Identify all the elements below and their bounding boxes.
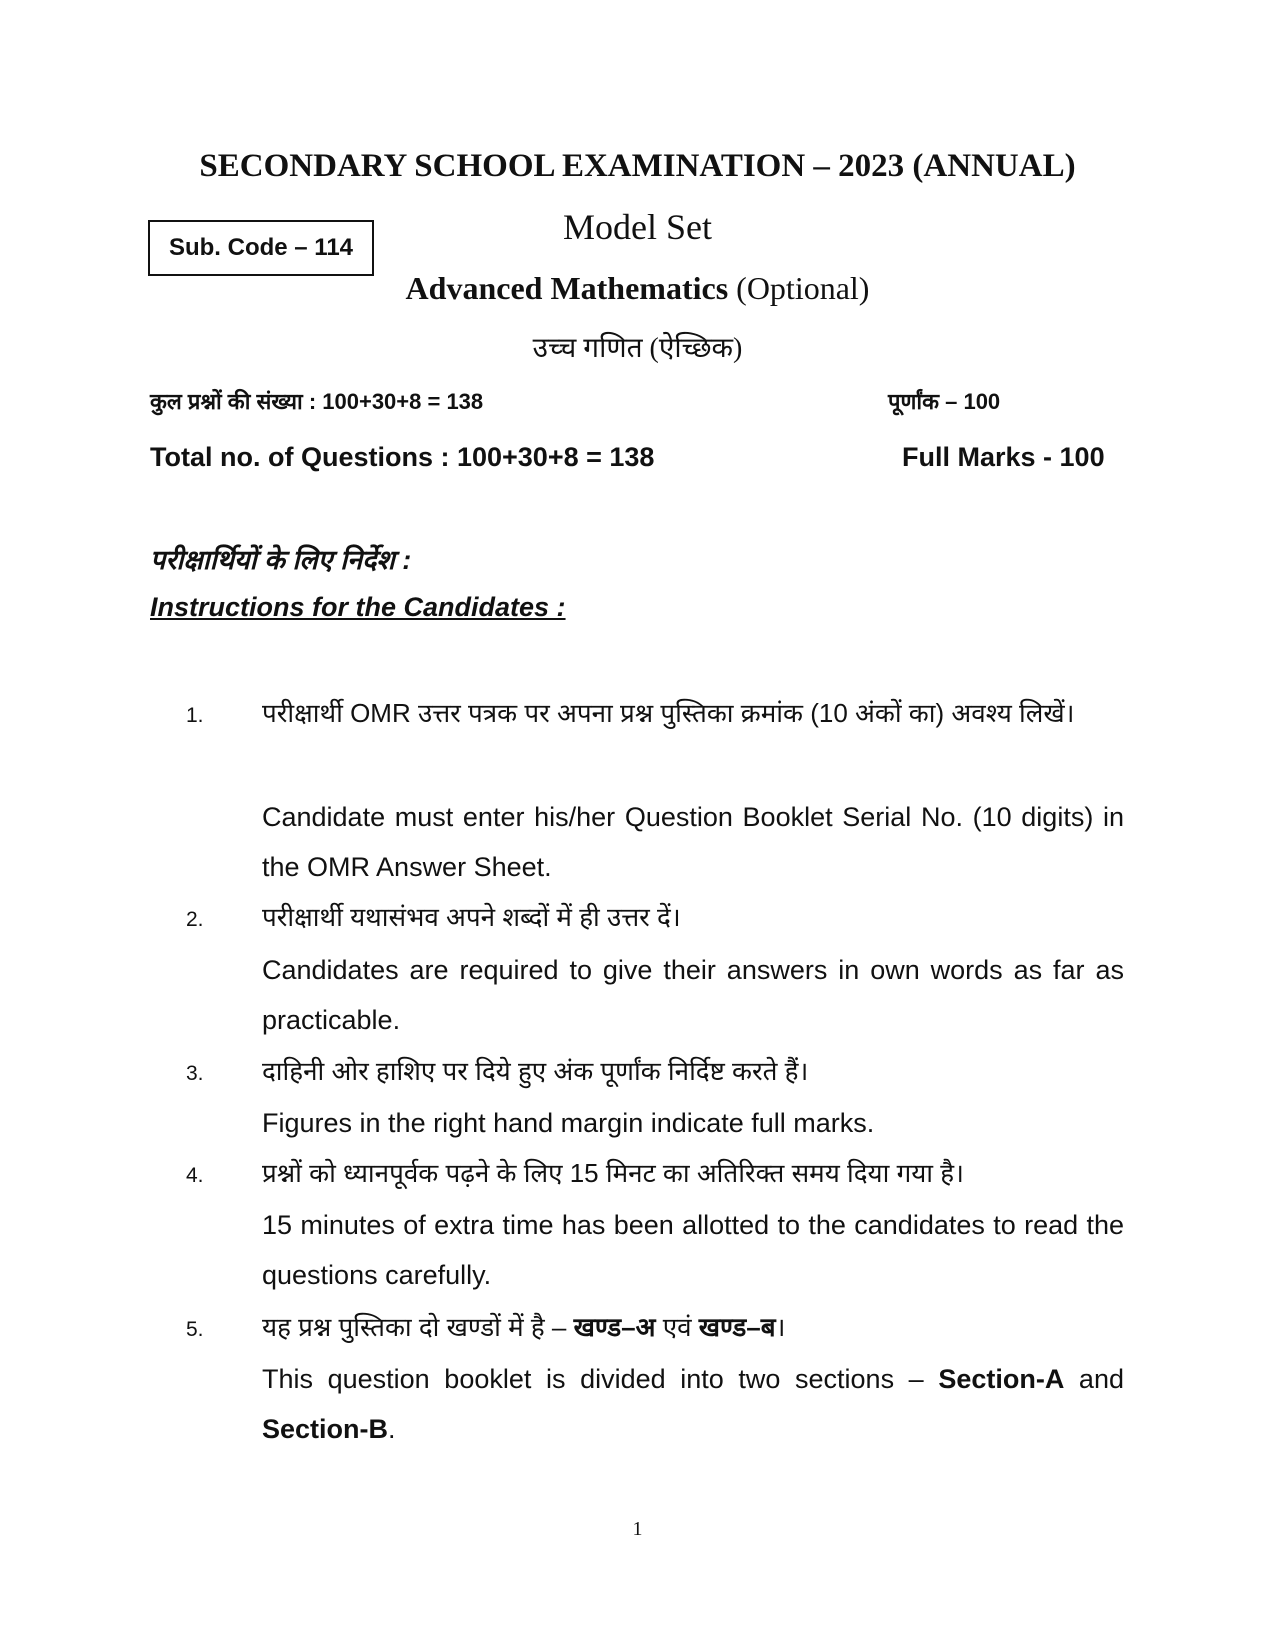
instruction-5-english-mid: and	[1064, 1364, 1124, 1394]
instruction-5-hindi-end: ।	[775, 1312, 786, 1342]
instruction-3-english: Figures in the right hand margin indicate full marks.	[262, 1108, 875, 1138]
subject-title-hindi: उच्च गणित (ऐच्छिक)	[532, 333, 743, 364]
page-number: 1	[632, 1518, 643, 1540]
instruction-number-4: 4.	[186, 1164, 204, 1187]
instruction-5-english	[262, 1354, 1124, 1454]
sub-code-label: Sub. Code – 114	[168, 234, 354, 261]
total-questions-english: Total no. of Questions : 100+30+8 = 138	[150, 442, 655, 472]
subject-optional: (Optional)	[728, 270, 870, 306]
instruction-4-hindi: प्रश्नों को ध्यानपूर्वक पढ़ने के लिए 15 मिनट का अतिरिक्त समय दिया गया है।	[262, 1158, 964, 1188]
instruction-number-5: 5.	[186, 1318, 204, 1341]
full-marks-english: Full Marks - 100	[902, 442, 1105, 472]
instruction-1-hindi: परीक्षार्थी OMR उत्तर पत्रक पर अपना प्रश्न पुस्तिका क्रमांक (10 अंकों का) अवश्य लिखें।	[262, 698, 1075, 728]
instruction-1-english: Candidate must enter his/her Question Booklet Serial No. (10 digits) in the OMR Answer Sheet.	[262, 802, 1124, 882]
instruction-5-hindi-mid: एवं	[655, 1312, 699, 1342]
instruction-number-3: 3.	[186, 1062, 204, 1085]
instruction-2-english: Candidates are required to give their answers in own words as far as practicable.	[262, 955, 1124, 1035]
exam-title: SECONDARY SCHOOL EXAMINATION – 2023 (ANNUAL)	[199, 148, 1076, 184]
instruction-2-hindi: परीक्षार्थी यथासंभव अपने शब्दों में ही उत्तर दें।	[262, 902, 681, 932]
full-marks-hindi: पूर्णांक – 100	[888, 389, 1001, 414]
section-b-hindi: खण्ड–ब	[698, 1312, 776, 1342]
subject-name: Advanced Mathematics	[405, 270, 729, 306]
instruction-3-hindi: दाहिनी ओर हाशिए पर दिये हुए अंक पूर्णांक निर्दिष्ट करते हैं।	[262, 1056, 809, 1086]
instruction-5-hindi	[262, 1302, 1124, 1352]
total-questions-hindi: कुल प्रश्नों की संख्या : 100+30+8 = 138	[150, 389, 484, 414]
section-a-english: Section-A	[938, 1364, 1065, 1394]
instructions-heading: Instructions for the Candidates :	[150, 592, 566, 622]
model-set-label: Model Set	[563, 207, 712, 247]
subject-title	[0, 270, 1275, 307]
instruction-4-english: 15 minutes of extra time has been allotted to the candidates to read the questions carefully.	[262, 1210, 1124, 1290]
instruction-5-english-end: .	[388, 1414, 396, 1444]
section-b-english: Section-B	[262, 1414, 389, 1444]
instruction-number-1: 1.	[186, 704, 204, 727]
instruction-number-2: 2.	[186, 908, 204, 931]
instruction-5-english-prefix: This question booklet is divided into two sections –	[262, 1364, 939, 1394]
section-a-hindi: खण्ड–अ	[573, 1312, 656, 1342]
instructions-heading-hindi: परीक्षार्थियों के लिए निर्देश :	[150, 545, 412, 575]
instruction-5-hindi-prefix: यह प्रश्न पुस्तिका दो खण्डों में है –	[262, 1312, 574, 1342]
